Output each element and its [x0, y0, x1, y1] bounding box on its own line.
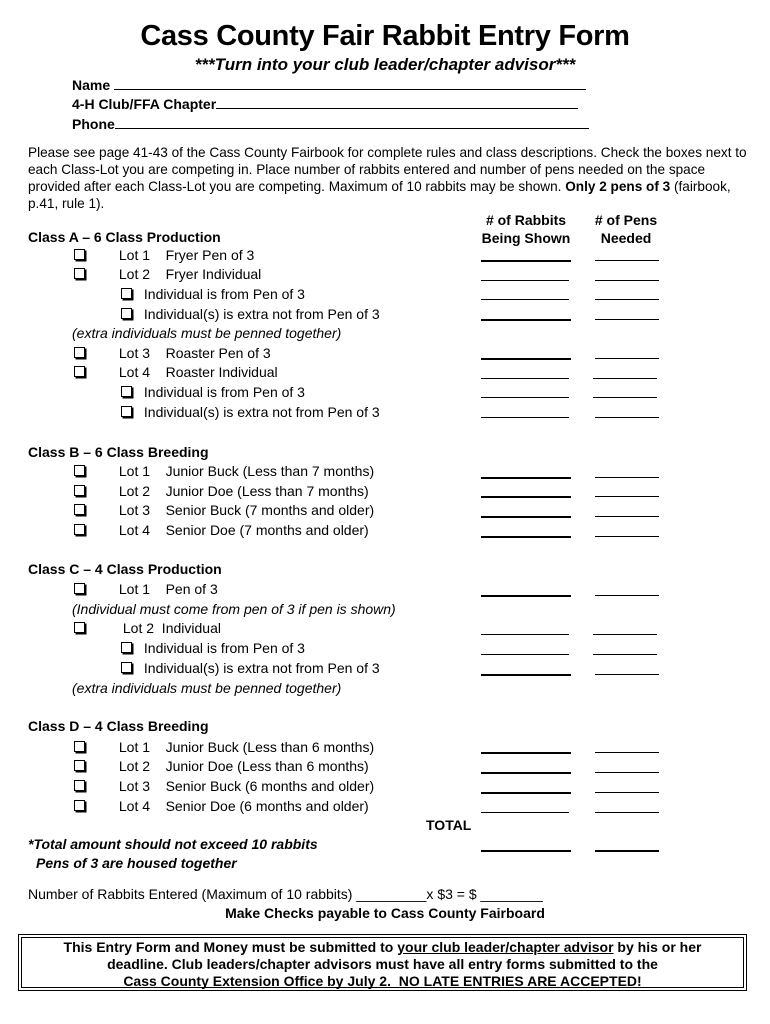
page-title: Cass County Fair Rabbit Entry Form [140, 20, 630, 52]
instructions-tail: (fairbook, p.41, rule 1). [28, 179, 731, 211]
rabbits-header-line1: # of Rabbits [485, 212, 567, 228]
class-b-lot3-checkbox[interactable] [74, 504, 85, 515]
class-b-lot3-pens-blank[interactable] [595, 516, 659, 517]
notice-line3-a: Cass County Extension Office by [123, 973, 348, 989]
pens-header-line2: Needed [600, 230, 652, 246]
class-b-lot1-label: Lot 1 Junior Buck (Less than 7 months) [118, 463, 375, 479]
class-d-lot1-row[interactable] [74, 739, 374, 755]
name-field[interactable] [72, 77, 586, 93]
class-a-lot4-sub2-checkbox[interactable] [121, 406, 132, 417]
class-d-lot4-label: Lot 4 Senior Doe (6 months and older) [118, 798, 369, 814]
instructions-paragraph [28, 144, 748, 212]
class-d-lot1-rabbits-blank[interactable] [481, 752, 571, 754]
class-d-lot4-rabbits-blank[interactable] [481, 812, 569, 813]
class-a-title: Class A – 6 Class Production [28, 229, 221, 245]
class-a-lot4-sub2-rabbits-blank[interactable] [481, 417, 569, 418]
class-a-lot1-checkbox[interactable] [74, 249, 85, 260]
class-b-lot2-label: Lot 2 Junior Doe (Less than 7 months) [118, 483, 369, 499]
class-d-lot4-row[interactable] [74, 798, 369, 814]
class-a-lot4-sub2-pens-blank[interactable] [595, 417, 659, 418]
class-d-lot1-checkbox[interactable] [74, 741, 85, 752]
class-b-lot1-row[interactable] [74, 463, 374, 479]
class-c-lot2-sub2-rabbits-blank[interactable] [481, 674, 571, 676]
class-a-note: (extra individuals must be penned together) [72, 325, 342, 341]
class-a-lot1-row[interactable] [74, 247, 254, 263]
class-c-lot1-checkbox[interactable] [74, 583, 85, 594]
class-d-lot2-checkbox[interactable] [74, 760, 85, 771]
rabbits-header-line2: Being Shown [481, 230, 571, 246]
class-b-lot4-rabbits-blank[interactable] [481, 536, 571, 538]
footnote-line2: Pens of 3 are housed together [36, 855, 237, 871]
class-b-lot1-pens-blank[interactable] [595, 477, 659, 478]
class-b-lot2-checkbox[interactable] [74, 485, 85, 496]
class-a-lot2-row[interactable] [74, 266, 261, 282]
class-d-lot2-rabbits-blank[interactable] [481, 772, 571, 774]
checks-payable-line: Make Checks payable to Cass County Fairboard [225, 905, 545, 921]
name-input-line[interactable] [114, 77, 586, 90]
class-c-lot1-row[interactable] [74, 581, 218, 597]
class-d-lot3-label: Lot 3 Senior Buck (6 months and older) [118, 778, 375, 794]
class-d-lot2-label: Lot 2 Junior Doe (Less than 6 months) [118, 758, 369, 774]
class-d-lot3-pens-blank[interactable] [595, 792, 659, 793]
class-c-lot2-sub1-label: Individual is from Pen of 3 [143, 640, 305, 656]
phone-field[interactable] [72, 116, 589, 132]
rabbits-column-header [476, 211, 576, 247]
class-b-lot2-row[interactable] [74, 483, 369, 499]
class-b-lot1-checkbox[interactable] [74, 465, 85, 476]
class-a-lot2-label: Lot 2 Fryer Individual [118, 266, 262, 282]
class-a-lot4-sub2-label: Individual(s) is extra not from Pen of 3 [143, 404, 380, 420]
class-a-lot2-pens-blank[interactable] [595, 280, 659, 281]
class-c-lot2-sub1-checkbox[interactable] [121, 642, 132, 653]
class-b-lot4-row[interactable] [74, 522, 369, 538]
notice-line1-c: by his or her [613, 939, 702, 955]
class-d-lot3-row[interactable] [74, 778, 374, 794]
class-a-lot3-row[interactable] [74, 345, 271, 361]
class-b-lot3-label: Lot 3 Senior Buck (7 months and older) [118, 502, 375, 518]
notice-line3-b: July 2. [347, 973, 391, 989]
class-c-lot1-rabbits-blank[interactable] [481, 595, 571, 597]
notice-line3-c: NO LATE ENTRIES ARE ACCEPTED! [390, 973, 642, 989]
total-rabbits-blank[interactable] [481, 850, 571, 852]
class-b-lot4-label: Lot 4 Senior Doe (7 months and older) [118, 522, 369, 538]
class-a-lot2-sub1-row[interactable] [121, 286, 305, 302]
class-a-lot4-sub1-checkbox[interactable] [121, 386, 132, 397]
class-d-lot2-pens-blank[interactable] [595, 772, 659, 773]
class-c-lot2-rabbits-blank[interactable] [481, 634, 569, 635]
class-a-lot2-sub1-checkbox[interactable] [121, 288, 132, 299]
class-a-lot2-sub2-label: Individual(s) is extra not from Pen of 3 [143, 306, 380, 322]
class-c-lot2-sub2-label: Individual(s) is extra not from Pen of 3 [143, 660, 380, 676]
class-c-lot1-pens-blank[interactable] [595, 595, 659, 596]
class-c-lot2-sub2-checkbox[interactable] [121, 662, 132, 673]
class-a-lot4-sub1-label: Individual is from Pen of 3 [143, 384, 305, 400]
class-a-lot4-sub1-pens-blank[interactable] [593, 397, 657, 398]
class-d-lot2-row[interactable] [74, 758, 369, 774]
class-c-lot2-checkbox[interactable] [74, 622, 85, 633]
class-c-title: Class C – 4 Class Production [28, 561, 222, 577]
total-pens-blank[interactable] [595, 850, 659, 852]
total-label: TOTAL [426, 817, 472, 833]
class-c-lot2-sub2-pens-blank[interactable] [595, 674, 659, 675]
class-a-lot4-label: Lot 4 Roaster Individual [118, 364, 278, 380]
class-c-note1: (Individual must come from pen of 3 if pen is shown) [72, 601, 396, 617]
class-a-lot2-sub1-rabbits-blank[interactable] [481, 299, 569, 300]
class-c-lot2-pens-blank[interactable] [593, 634, 657, 635]
class-d-lot3-rabbits-blank[interactable] [481, 792, 571, 794]
notice-line2: deadline. Club leaders/chapter advisors must have all entry forms submitted to the [107, 956, 658, 972]
class-c-lot2-row[interactable] [74, 620, 221, 636]
class-b-title: Class B – 6 Class Breeding [28, 444, 209, 460]
class-c-lot2-label: Lot 2 Individual [122, 620, 221, 636]
class-a-lot1-pens-blank[interactable] [595, 260, 659, 261]
club-field[interactable] [72, 96, 578, 112]
class-c-lot2-sub1-row[interactable] [121, 640, 305, 656]
class-a-lot3-pens-blank[interactable] [595, 358, 659, 359]
class-a-lot3-rabbits-blank[interactable] [481, 358, 571, 360]
club-input-line[interactable] [216, 96, 578, 109]
class-b-lot4-checkbox[interactable] [74, 524, 85, 535]
class-c-lot1-label: Lot 1 Pen of 3 [118, 581, 218, 597]
phone-label: Phone [72, 116, 115, 132]
class-a-lot4-rabbits-blank[interactable] [481, 378, 569, 379]
class-d-lot3-checkbox[interactable] [74, 780, 85, 791]
class-b-lot4-pens-blank[interactable] [595, 536, 659, 537]
class-c-lot2-sub1-rabbits-blank[interactable] [481, 654, 569, 655]
class-a-lot2-sub2-rabbits-blank[interactable] [481, 319, 571, 321]
page-subtitle: ***Turn into your club leader/chapter advisor*** [194, 55, 576, 74]
class-b-lot3-row[interactable] [74, 502, 374, 518]
class-c-note2: (extra individuals must be penned together) [72, 680, 342, 696]
instructions-bold: Only 2 pens of 3 [565, 179, 671, 194]
fee-line[interactable]: Number of Rabbits Entered (Maximum of 10 rabbits) _________x $3 = $ ________ [28, 886, 543, 902]
class-a-lot1-label: Lot 1 Fryer Pen of 3 [118, 247, 255, 263]
class-a-lot2-sub2-row[interactable] [121, 306, 380, 322]
class-a-lot2-sub1-label: Individual is from Pen of 3 [143, 286, 305, 302]
class-b-lot2-pens-blank[interactable] [595, 496, 659, 497]
phone-input-line[interactable] [115, 116, 589, 129]
pens-header-line1: # of Pens [594, 212, 658, 228]
class-c-lot2-sub2-row[interactable] [121, 660, 380, 676]
class-a-lot2-sub2-checkbox[interactable] [121, 308, 132, 319]
class-d-lot1-pens-blank[interactable] [595, 752, 659, 753]
class-a-lot4-row[interactable] [74, 364, 278, 380]
class-a-lot4-sub1-rabbits-blank[interactable] [481, 397, 569, 398]
notice-line1-b: your club leader/chapter advisor [397, 939, 614, 955]
class-d-lot4-pens-blank[interactable] [595, 812, 659, 813]
class-a-lot3-checkbox[interactable] [74, 347, 85, 358]
notice-line1-a: This Entry Form and Money must be submitted to [63, 939, 398, 955]
class-a-lot3-label: Lot 3 Roaster Pen of 3 [118, 345, 271, 361]
class-a-lot4-sub2-row[interactable] [121, 404, 380, 420]
class-a-lot2-checkbox[interactable] [74, 268, 85, 279]
class-d-lot4-checkbox[interactable] [74, 800, 85, 811]
footnote-line1: *Total amount should not exceed 10 rabbits [28, 836, 318, 852]
class-c-lot2-sub1-pens-blank[interactable] [593, 654, 657, 655]
instructions-text: Please see page 41-43 of the Cass County Fairbook for complete rules and class descriptions. Check the boxes next to each Class-Lot you are competing in. Place number of rabbits entered and number of pens needed on the space provided after each Class-Lot you are competing. Maximum of 10 rabbits may be shown. [28, 145, 747, 194]
notice-line1 [19, 939, 746, 956]
notice-line3 [19, 973, 746, 990]
club-label: 4-H Club/FFA Chapter [72, 96, 217, 112]
class-b-lot1-rabbits-blank[interactable] [481, 477, 571, 479]
class-b-lot2-rabbits-blank[interactable] [481, 496, 571, 498]
class-d-lot1-label: Lot 1 Junior Buck (Less than 6 months) [118, 739, 375, 755]
submission-notice-box [18, 934, 747, 991]
class-d-title: Class D – 4 Class Breeding [28, 718, 209, 734]
class-a-lot1-rabbits-blank[interactable] [481, 260, 571, 262]
class-b-lot3-rabbits-blank[interactable] [481, 516, 571, 518]
class-a-lot4-pens-blank[interactable] [593, 378, 657, 379]
pens-column-header [582, 211, 670, 247]
class-a-lot4-sub1-row[interactable] [121, 384, 305, 400]
class-a-lot4-checkbox[interactable] [74, 366, 85, 377]
class-a-lot2-sub1-pens-blank[interactable] [595, 299, 659, 300]
class-a-lot2-sub2-pens-blank[interactable] [595, 319, 659, 320]
class-a-lot2-rabbits-blank[interactable] [481, 280, 569, 281]
name-label: Name [72, 77, 111, 93]
